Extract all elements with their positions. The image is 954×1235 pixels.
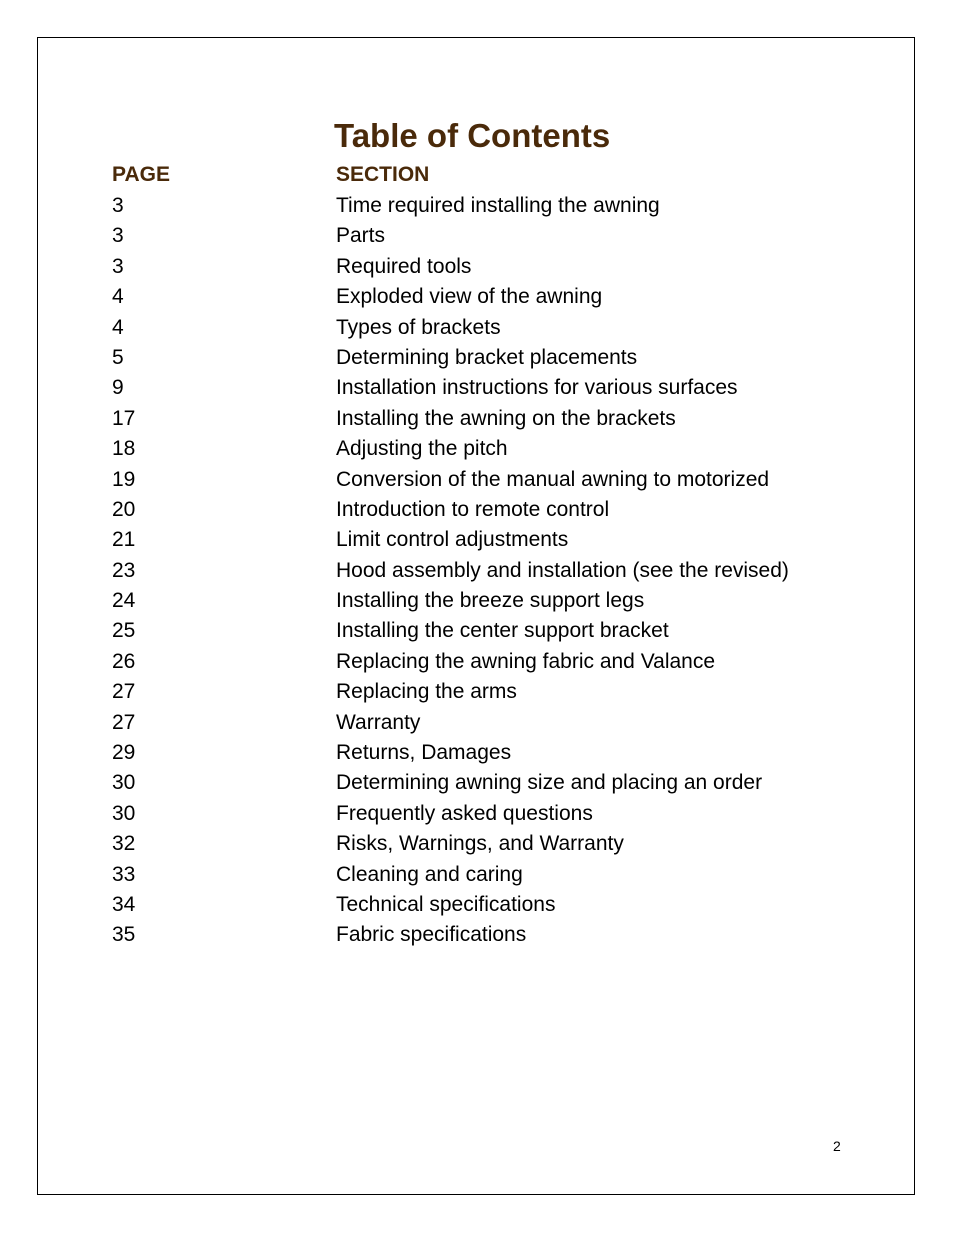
toc-list: [112, 191, 872, 951]
toc-header-row: [112, 160, 872, 190]
toc-entry: [112, 768, 872, 798]
toc-entry: [112, 495, 872, 525]
toc-entry-section: Replacing the arms: [336, 680, 517, 704]
toc-entry-section: Adjusting the pitch: [336, 437, 508, 461]
toc-entry-page: 34: [112, 892, 136, 916]
toc-entry-section: Returns, Damages: [336, 741, 512, 765]
toc-entry-section: Parts: [336, 224, 386, 248]
toc-entry-section: Limit control adjustments: [336, 528, 569, 552]
toc-entry-section: Frequently asked questions: [336, 801, 593, 825]
toc-entry: [112, 313, 872, 343]
toc-entry: [112, 465, 872, 495]
toc-entry-page: 30: [112, 801, 136, 825]
toc-entry: [112, 616, 872, 646]
toc-entry-section: Installation instructions for various surfaces: [336, 376, 738, 400]
page-number: 2: [833, 1138, 841, 1154]
toc-entry-page: 5: [112, 345, 124, 369]
toc-entry-section: Risks, Warnings, and Warranty: [336, 832, 624, 856]
toc-entry-section: Exploded view of the awning: [336, 285, 603, 309]
toc-entry: [112, 708, 872, 738]
toc-entry: [112, 738, 872, 768]
toc-entry-section: Types of brackets: [336, 315, 501, 339]
toc-entry: [112, 799, 872, 829]
toc-entry-section: Fabric specifications: [336, 923, 527, 947]
toc-entry: [112, 191, 872, 221]
toc-entry-page: 21: [112, 528, 136, 552]
toc-entry-section: Installing the center support bracket: [336, 619, 669, 643]
toc-entry-page: 3: [112, 224, 124, 248]
toc-entry: [112, 252, 872, 282]
toc-entry-page: 18: [112, 437, 136, 461]
toc-entry-page: 27: [112, 680, 136, 704]
toc-entry-page: 26: [112, 649, 136, 673]
toc-entry-page: 17: [112, 406, 136, 430]
toc-entry: [112, 282, 872, 312]
toc-entry-page: 32: [112, 832, 136, 856]
toc-title: Table of Contents: [334, 117, 611, 154]
toc-entry-page: 24: [112, 589, 136, 613]
toc-entry-page: 35: [112, 923, 136, 947]
toc-entry-page: 20: [112, 497, 136, 521]
toc-entry-section: Installing the awning on the brackets: [336, 406, 676, 430]
toc-entry: [112, 221, 872, 251]
toc-entry-section: Technical specifications: [336, 892, 556, 916]
toc-entry: [112, 890, 872, 920]
toc-entry-page: 27: [112, 710, 136, 734]
toc-entry: [112, 860, 872, 890]
toc-entry-page: 30: [112, 771, 136, 795]
section-column-header: SECTION: [336, 163, 430, 186]
toc-entry: [112, 343, 872, 373]
toc-entry: [112, 556, 872, 586]
toc-entry-page: 3: [112, 254, 124, 278]
toc-entry-page: 4: [112, 315, 124, 339]
toc-entry-section: Determining bracket placements: [336, 345, 638, 369]
toc-entry-section: Introduction to remote control: [336, 497, 610, 521]
toc-entry-page: 9: [112, 376, 124, 400]
toc-entry-section: Installing the breeze support legs: [336, 589, 645, 613]
toc-entry-page: 25: [112, 619, 136, 643]
toc-entry-page: 3: [112, 194, 124, 217]
toc-entry: [112, 920, 872, 950]
page-column-header: PAGE: [112, 163, 170, 186]
toc-entry-section: Replacing the awning fabric and Valance: [336, 649, 716, 673]
toc-entry-section: Cleaning and caring: [336, 862, 523, 886]
toc-entry: [112, 525, 872, 555]
toc-entry-page: 23: [112, 558, 136, 582]
toc-entry-page: 4: [112, 285, 124, 309]
toc-entry-page: 29: [112, 741, 136, 765]
toc-entry: [112, 404, 872, 434]
toc-entry-section: Time required installing the awning: [336, 194, 660, 217]
toc-entry: [112, 677, 872, 707]
toc-entry-page: 33: [112, 862, 136, 886]
toc-entry-section: Determining awning size and placing an order: [336, 771, 763, 795]
toc-entry-page: 19: [112, 467, 136, 491]
toc-entry-section: Warranty: [336, 710, 421, 734]
toc-entry-section: Required tools: [336, 254, 472, 278]
toc-entry: [112, 647, 872, 677]
toc-entry-section: Conversion of the manual awning to motorized: [336, 467, 770, 491]
toc-entry: [112, 586, 872, 616]
toc-entry-section: Hood assembly and installation (see the revised): [336, 558, 789, 582]
toc-entry: [112, 434, 872, 464]
toc-entry: [112, 373, 872, 403]
toc-entry: [112, 829, 872, 859]
